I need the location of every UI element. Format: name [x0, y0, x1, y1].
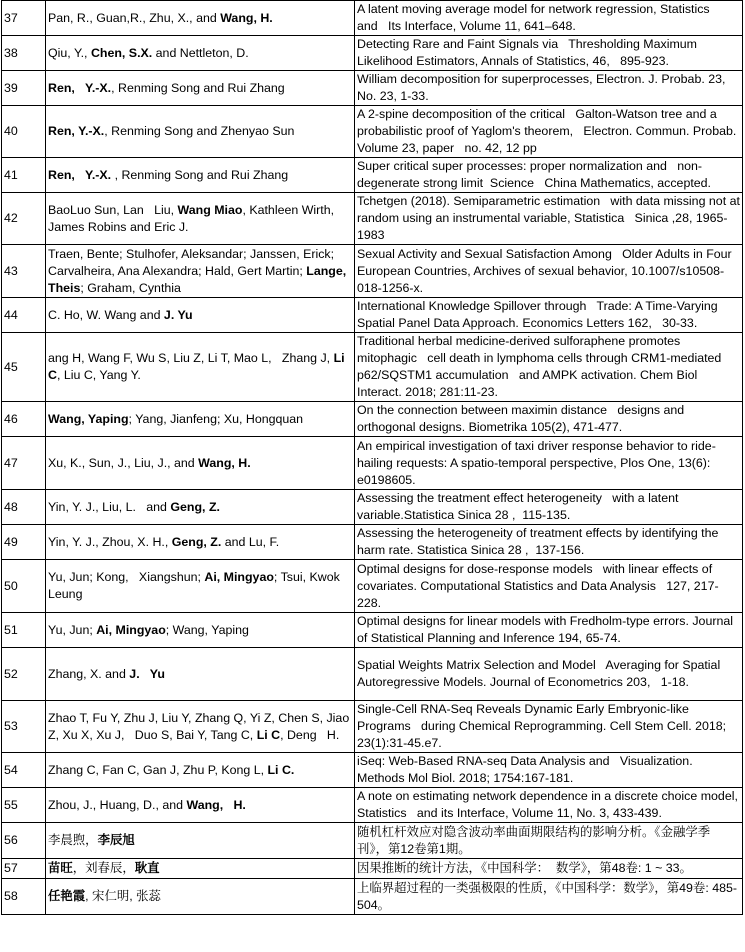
- row-number: 56: [2, 823, 46, 859]
- authors-cell: [46, 1, 355, 36]
- highlighted-author: Geng, Z.: [171, 534, 222, 549]
- author-text: , Kathleen Wirth, James Robins and Eric J.: [48, 202, 341, 234]
- author-text: ; Yang, Jianfeng; Xu, Hongquan: [128, 411, 304, 426]
- authors-cell: [46, 788, 355, 823]
- highlighted-author: Wang, H.: [186, 797, 246, 812]
- author-text: and Lu, F.: [221, 534, 280, 549]
- authors-cell: [46, 823, 355, 859]
- row-number: 51: [2, 613, 46, 648]
- row-number: 44: [2, 298, 46, 333]
- author-text: Traen, Bente; Stulhofer, Aleksandar; Janssen, Erick; Carvalheira, Ana Alexandra; Hald, Gert Martin;: [48, 246, 335, 278]
- row-number: 58: [2, 879, 46, 915]
- author-text: Pan, R., Guan,R., Zhu, X., and: [48, 10, 221, 25]
- author-text: Qiu, Y.,: [48, 45, 91, 60]
- authors-cell: [46, 106, 355, 158]
- row-number: 50: [2, 560, 46, 613]
- highlighted-author: 苗旺: [48, 861, 73, 875]
- row-number: 47: [2, 437, 46, 490]
- publication-row: [2, 788, 743, 823]
- author-text: ; Graham, Cynthia: [80, 280, 181, 295]
- publication-row: [2, 490, 743, 525]
- row-number: 54: [2, 753, 46, 788]
- publication-title-cell: Spatial Weights Matrix Selection and Model Averaging for Spatial Autoregressive Models. Journal of Econometrics 203, 1-18.: [355, 648, 743, 701]
- highlighted-author: Chen, S.X.: [90, 45, 153, 60]
- publication-row: [2, 648, 743, 701]
- highlighted-author: Geng, Z.: [170, 499, 220, 514]
- author-text: 李晨煦，: [48, 833, 98, 847]
- highlighted-author: Ren, Y.-X.: [48, 124, 105, 138]
- publication-row: [2, 879, 743, 915]
- publication-title-cell: An empirical investigation of taxi driver response behavior to ride-hailing requests: A spatio-temporal perspective, Plos One, 13(6): e0198605.: [355, 437, 743, 490]
- authors-cell: [46, 613, 355, 648]
- author-text: ; Tsui, Kwok Leung: [48, 570, 347, 601]
- row-number: 46: [2, 402, 46, 437]
- authors-cell: [46, 333, 355, 402]
- highlighted-author: Wang Miao: [177, 202, 243, 217]
- author-text: Zhang, X. and: [48, 666, 130, 681]
- author-text: Yu, Jun; Kong, Xiangshun;: [48, 570, 205, 584]
- publication-row: [2, 245, 743, 298]
- author-text: , Renming Song and Rui Zhang: [111, 167, 289, 182]
- row-number: 45: [2, 333, 46, 402]
- row-number: 42: [2, 193, 46, 245]
- author-text: Zhao T, Fu Y, Zhu J, Liu Y, Zhang Q, Yi Z, Chen S, Jiao Z, Xu X, Xu J, Duo S, Bai Y, Tang C,: [48, 710, 350, 742]
- highlighted-author: Ai, Mingyao: [96, 622, 166, 637]
- row-number: 41: [2, 158, 46, 193]
- publication-title-cell: William decomposition for superprocesses, Electron. J. Probab. 23, No. 23, 1-33.: [355, 71, 743, 106]
- author-text: , Renming Song and Zhenyao Sun: [104, 124, 295, 138]
- authors-cell: [46, 158, 355, 193]
- row-number: 52: [2, 648, 46, 701]
- publication-title-cell: A 2-spine decomposition of the critical Galton-Watson tree and a probabilistic proof of Yaglom's theorem, Electron. Commun. Probab. Volume 23, paper no. 42, 12 pp: [355, 106, 743, 158]
- author-text: Yu, Jun;: [48, 622, 97, 637]
- publication-row: [2, 1, 743, 36]
- author-text: C. Ho, W. Wang and: [48, 307, 164, 322]
- row-number: 53: [2, 701, 46, 753]
- publication-title-cell: A note on estimating network dependence in a discrete choice model, Statistics and its Interface, Volume 11, No. 3, 433-439.: [355, 788, 743, 823]
- author-text: , Renming Song and Rui Zhang: [111, 80, 285, 95]
- authors-cell: [46, 525, 355, 560]
- author-text: Yin, Y. J., Liu, L. and: [48, 499, 171, 514]
- authors-cell: [46, 298, 355, 333]
- publication-title-cell: International Knowledge Spillover through Trade: A Time-Varying Spatial Panel Data Approach. Economics Letters 162, 30-33.: [355, 298, 743, 333]
- highlighted-author: Wang, H.: [220, 10, 273, 25]
- row-number: 38: [2, 36, 46, 71]
- publication-row: [2, 437, 743, 490]
- publication-table-body: [2, 1, 743, 915]
- row-number: 39: [2, 71, 46, 106]
- authors-cell: [46, 701, 355, 753]
- author-text: and Nettleton, D.: [152, 45, 249, 60]
- author-text: , Deng H.: [280, 727, 340, 742]
- publication-title-cell: 因果推断的统计方法，《中国科学： 数学》，第48卷: 1 ~ 33。: [355, 859, 743, 879]
- publication-title-cell: Assessing the treatment effect heterogeneity with a latent variable.Statistica Sinica 28 , 115-135.: [355, 490, 743, 525]
- authors-cell: [46, 71, 355, 106]
- highlighted-author: 耿直: [134, 861, 160, 875]
- highlighted-author: 李辰旭: [97, 833, 135, 847]
- highlighted-author: Li C: [256, 727, 281, 742]
- publication-title-cell: Detecting Rare and Faint Signals via Thresholding Maximum Likelihood Estimators, Annals of Statistics, 46, 895-923.: [355, 36, 743, 71]
- row-number: 57: [2, 859, 46, 879]
- authors-cell: [46, 490, 355, 525]
- publication-row: [2, 753, 743, 788]
- publication-title-cell: Assessing the heterogeneity of treatment effects by identifying the harm rate. Statistica Sinica 28 , 137-156.: [355, 525, 743, 560]
- highlighted-author: J. Yu: [163, 307, 193, 322]
- row-number: 55: [2, 788, 46, 823]
- author-text: Zhou, J., Huang, D., and: [48, 797, 187, 812]
- publication-title-cell: A latent moving average model for network regression, Statistics and Its Interface, Volume 11, 641–648.: [355, 1, 743, 36]
- author-text: , Liu C, Yang Y.: [56, 368, 141, 382]
- author-text: Xu, K., Sun, J., Liu, J., and: [48, 455, 199, 470]
- highlighted-author: Wang, Yaping: [48, 411, 129, 426]
- authors-cell: [46, 402, 355, 437]
- publication-title-cell: 随机杠杆效应对隐含波动率曲面期限结构的影响分析。《金融学季刊》，第12卷第1期。: [355, 823, 743, 859]
- highlighted-author: Ren, Y.-X.: [48, 80, 112, 95]
- authors-cell: [46, 648, 355, 701]
- authors-cell: [46, 193, 355, 245]
- authors-cell: [46, 245, 355, 298]
- publication-title-cell: On the connection between maximin distance designs and orthogonal designs. Biometrika 105(2), 471-477.: [355, 402, 743, 437]
- authors-cell: [46, 753, 355, 788]
- author-text: Yin, Y. J., Zhou, X. H.,: [48, 534, 172, 549]
- publication-row: [2, 298, 743, 333]
- highlighted-author: Ren, Y.-X.: [48, 167, 112, 182]
- publication-row: [2, 333, 743, 402]
- row-number: 49: [2, 525, 46, 560]
- publication-row: [2, 158, 743, 193]
- publication-title-cell: Super critical super processes: proper normalization and non-degenerate strong limit Science China Mathematics, accepted.: [355, 158, 743, 193]
- publication-row: [2, 36, 743, 71]
- highlighted-author: Ai, Mingyao: [204, 570, 274, 584]
- publication-row: [2, 613, 743, 648]
- row-number: 37: [2, 1, 46, 36]
- publication-row: [2, 525, 743, 560]
- authors-cell: [46, 859, 355, 879]
- author-text: ，刘春辰，: [72, 861, 135, 875]
- row-number: 40: [2, 106, 46, 158]
- publication-title-cell: Traditional herbal medicine-derived sulforaphene promotes mitophagic cell death in lymphoma cells through CRM1-mediated p62/SQSTM1 accumulation and AMPK activation. Chem Biol Interact. 2018; 281:11-23.: [355, 333, 743, 402]
- publication-title-cell: iSeq: Web-Based RNA-seq Data Analysis and Visualization. Methods Mol Biol. 2018; 1754:167-181.: [355, 753, 743, 788]
- publication-row: [2, 823, 743, 859]
- publication-row: [2, 701, 743, 753]
- author-text: BaoLuo Sun, Lan Liu,: [48, 202, 178, 217]
- highlighted-author: 任艳霞: [48, 889, 86, 903]
- highlighted-author: Li C.: [267, 762, 295, 777]
- authors-cell: [46, 560, 355, 613]
- highlighted-author: J. Yu: [129, 666, 165, 681]
- author-text: ; Wang, Yaping: [165, 622, 249, 637]
- authors-cell: [46, 437, 355, 490]
- publication-row: [2, 560, 743, 613]
- authors-cell: [46, 36, 355, 71]
- publication-row: [2, 71, 743, 106]
- publication-title-cell: Tchetgen (2018). Semiparametric estimation with data missing not at random using an instrumental variable, Statistica Sinica ,28, 1965-1983: [355, 193, 743, 245]
- row-number: 43: [2, 245, 46, 298]
- publication-title-cell: Optimal designs for linear models with Fredholm-type errors. Journal of Statistical Planning and Inference 194, 65-74.: [355, 613, 743, 648]
- publication-title-cell: 上临界超过程的一类强极限的性质，《中国科学：数学》，第49卷: 485-504。: [355, 879, 743, 915]
- publication-row: [2, 859, 743, 879]
- highlighted-author: Lange, Theis: [48, 263, 347, 295]
- publication-title-cell: Sexual Activity and Sexual Satisfaction Among Older Adults in Four European Countries, Archives of sexual behavior, 10.1007/s10508-018-1256-x.: [355, 245, 743, 298]
- author-text: ang H, Wang F, Wu S, Liu Z, Li T, Mao L, Zhang J,: [48, 351, 334, 365]
- publication-row: [2, 402, 743, 437]
- publication-row: [2, 106, 743, 158]
- author-text: Zhang C, Fan C, Gan J, Zhu P, Kong L,: [48, 762, 268, 777]
- highlighted-author: Li C: [48, 351, 345, 382]
- row-number: 48: [2, 490, 46, 525]
- publication-table: [1, 0, 743, 915]
- authors-cell: [46, 879, 355, 915]
- publication-title-cell: Single-Cell RNA-Seq Reveals Dynamic Early Embryonic-like Programs during Chemical Reprogramming. Cell Stem Cell. 2018; 23(1):31-45.e7.: [355, 701, 743, 753]
- highlighted-author: Wang, H.: [198, 455, 251, 470]
- publication-title-cell: Optimal designs for dose-response models with linear effects of covariates. Computational Statistics and Data Analysis 127, 217-228.: [355, 560, 743, 613]
- publication-row: [2, 193, 743, 245]
- author-text: , 宋仁明, 张蕊: [85, 889, 161, 903]
